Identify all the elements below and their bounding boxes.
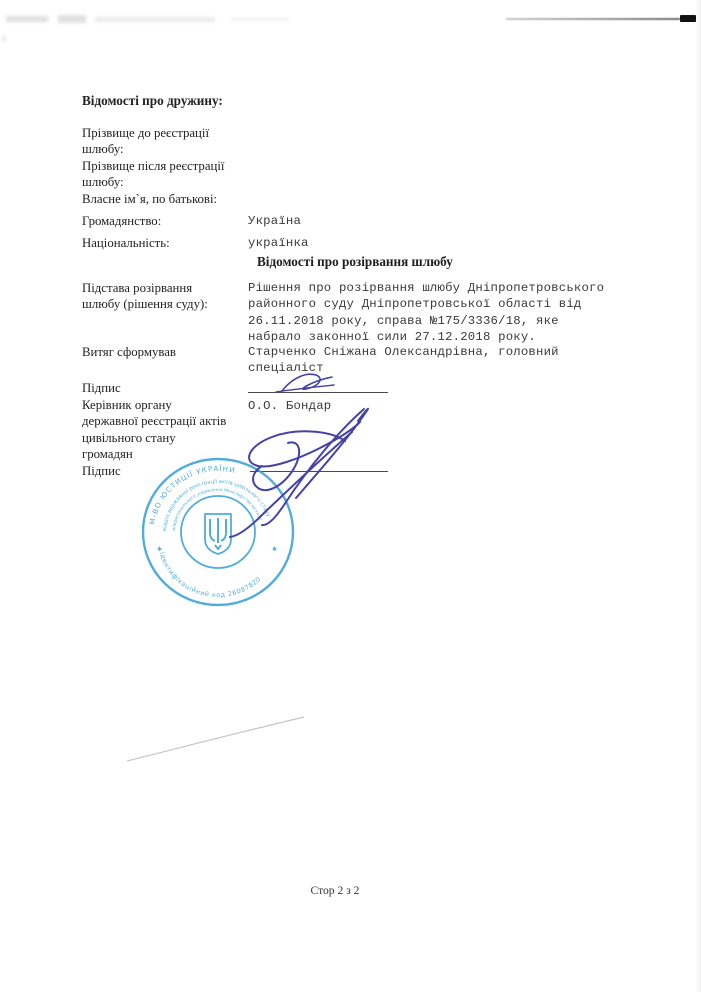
- field-value-nationality: українка: [248, 236, 309, 250]
- field-label-nationality: Національність:: [82, 236, 170, 250]
- stamp-separator-left: ✱: [157, 546, 163, 553]
- label-line: державної реєстрації актів: [82, 414, 227, 429]
- divorce-section-title: Відомості про розірвання шлюбу: [257, 254, 453, 269]
- label-line: цивільного стану: [82, 430, 176, 445]
- field-label-given-name: Власне ім`я, по батькові:: [82, 192, 218, 206]
- stamp-bottom-text: ідентифікаційний код 26087820: [157, 551, 263, 600]
- label-line: Керівник органу: [82, 398, 172, 412]
- label-line: громадян: [82, 447, 133, 462]
- field-value-formed-by: Старченко Сніжана Олександрівна, головний спеціаліст: [248, 345, 559, 376]
- wife-section-title: Відомості про дружину:: [82, 93, 223, 108]
- stamp-ring-text-2: міжрегіонального управління Міністерства юстиції: [172, 487, 263, 532]
- field-value-citizenship: Україна: [248, 214, 302, 228]
- field-value-divorce-basis: Рішення про розірвання шлюбу Дніпропетровського районного суду Дніпропетровської області від 26.11.2018 року, справа №175/3336/18, яке набрало законної сили 27.12.2018 року.: [248, 281, 605, 345]
- label-line: Прізвище до реєстрації: [82, 126, 210, 140]
- stamp-separator-right: ✱: [272, 546, 278, 553]
- label-line: Прізвище після реєстрації: [82, 159, 225, 173]
- stamp-ring-text-1: відділ державної реєстрації актів цивільного стану: [162, 478, 272, 532]
- label-line: шлюбу:: [82, 142, 124, 157]
- page-number-footer: Стор 2 з 2: [310, 884, 360, 897]
- label-line: Підстава розірвання: [82, 281, 193, 295]
- field-label-citizenship: Громадянство:: [82, 214, 162, 228]
- field-label-signature-1: Підпис: [82, 381, 121, 395]
- field-label-signature-2: Підпис: [82, 464, 121, 478]
- label-line: шлюбу:: [82, 175, 124, 190]
- field-value-registry-head: О.О. Бондар: [248, 399, 332, 413]
- field-label-formed-by: Витяг сформував: [82, 345, 176, 359]
- specialist-signature: [276, 374, 334, 392]
- stamp-top-text: М-ВО ЮСТИЦІЇ УКРАЇНИ: [147, 463, 237, 526]
- label-line: шлюбу (рішення суду):: [82, 297, 208, 312]
- paper-crease-line: [127, 717, 304, 761]
- head-signature: [230, 409, 368, 537]
